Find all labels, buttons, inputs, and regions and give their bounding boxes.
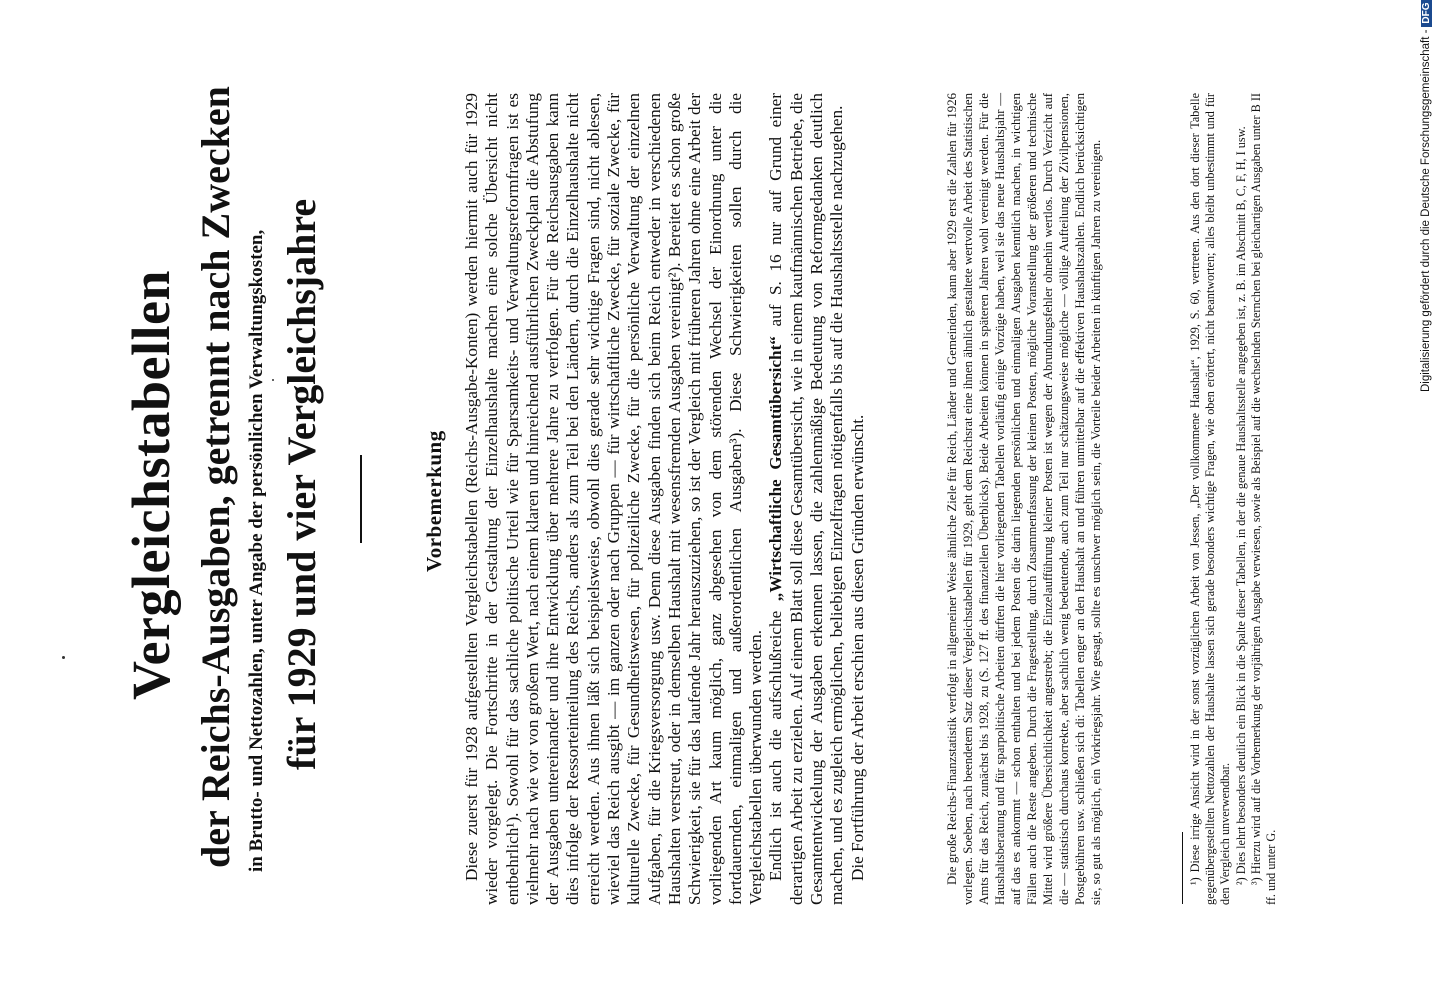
footnote-3: ³) Hierzu wird auf die Vorbemerkung der vorjährigen Ausgabe verwiesen, sowie als Beispiel auf die wechselnden Sternchen bei gleichartigen Ausgaben unter B II ff. und unter G. bbox=[1248, 93, 1279, 905]
preface-body bbox=[462, 93, 868, 905]
scan-speck bbox=[272, 379, 274, 381]
footnote-2: ²) Dies lehrt besonders deutlich ein Blick in die Spalte dieser Tabellen, in der die genaue Haushaltsstelle angegeben ist, z. B. im Abschnitt B, C, F, H, I usw. bbox=[1233, 126, 1248, 885]
preface-paragraph-3: Die Fortführung der Arbeit erschien aus diesen Gründen erwünscht. bbox=[847, 414, 867, 881]
document-byline: in Brutto- und Nettozahlen, unter Angabe der persönlichen Verwaltungskosten, bbox=[246, 229, 267, 872]
dfg-logo: DFG bbox=[1421, 0, 1432, 27]
digitization-credit bbox=[1420, 0, 1432, 392]
footnotes bbox=[1188, 93, 1279, 905]
document-years: für 1929 und vier Vergleichsjahre bbox=[279, 198, 324, 770]
preface-paragraph-2: Endlich ist auch die aufschlußreiche „Wirtschaftliche Gesamtübersicht“ auf S. 16 nur auf Grund einer derartigen Arbeit zu erzielen. Auf einem Blatt soll diese Gesamtübersicht, wie in einem kaufmännischen Betriebe, die Gesamtentwickelung der Ausgaben erkennen lassen, die zahlenmäßige Bedeutung von Reformgedanken deutlich machen, und es zugleich ermöglichen, beliebigen Einzelfragen nötigenfalls bis auf die Haushaltsstelle nachzugehen. bbox=[766, 93, 847, 905]
document-subtitle: der Reichs-Ausgaben, getrennt nach Zwecken bbox=[193, 86, 238, 868]
footnote-divider bbox=[1182, 832, 1183, 904]
preface-paragraph-1: Diese zuerst für 1928 aufgestellten Vergleichstabellen (Reichs-Ausgabe-Konten) werden hiermit auch für 1929 wieder vorgelegt. Die Fortschritte in der Gestaltung der Einzelhaushalte machen eine solche Übersicht nicht entbehrlich¹). Sowohl für das sachliche politische Urteil wie für Sparsamkeits- und Verwaltungsreformfragen ist es vielmehr nach wie vor von großem Wert, nach einem klaren und hinreichend ausführlichen Zweckplan die Abstufung der Ausgaben untereinander und ihre Entwicklung über mehrere Jahre zu verfolgen. Für die Reichsausgaben kann dies infolge der Ressorteinteilung des Reichs, anders als zum Teil bei den Ländern, durch die Einzelhaushalte nicht erreicht werden. Aus ihnen läßt sich beispielsweise, obwohl dies gerade sehr wichtige Fragen sind, nicht ablesen, wieviel das Reich ausgibt — im ganzen oder nach Gruppen — für wirtschaftliche Zwecke, für soziale Zwecke, für kulturelle Zwecke, für Gesundheitswesen, für polizeiliche Zwecke, für die persönliche Verwaltung der einzelnen Aufgaben, für die Kriegsversorgung usw. Denn diese Ausgaben finden sich beim Reich entweder in verschiedenen Haushalten verstreut, oder in demselben Haushalt mit wesensfremden Ausgaben vereinigt²). Bereitet es schon große Schwierigkeit, sie für das laufende Jahr herauszuziehen, so ist der Vergleich mit früheren Jahren ohne eine Arbeit der vorliegenden Art kaum möglich, ganz abgesehen von dem störenden Wechsel der Einordnung unter die fortdauernden, einmaligen und außerordentlichen Ausgaben³). Diese Schwierigkeiten sollen durch die Vergleichstabellen überwunden werden. bbox=[462, 93, 766, 905]
preface-paragraph-4: Die große Reichs-Finanzstatistik verfolgt in allgemeiner Weise ähnliche Ziele für Reich, Länder und Gemeinden, kann aber 1929 erst die Zahlen für 1926 vorlegen. Soeben, nach beendetem Satz dieser Vergleichstabellen für 1929, geht dem Reichsrat eine ihnen ähnlich gestaltete wertvolle Arbeit des Statistischen Amts für das Reich, zunächst bis 1928, zu (S. 127 ff. des finanziellen Überblicks). Beide Arbeiten können in späteren Jahren wohl vereinigt werden. Für die Haushaltsberatung und für sparpolitische Arbeiten dürften die hier vorliegenden Tabellen vorläufig einige Vorzüge haben, weil sie das neue Haushaltsjahr — auf das es ankommt — schon enthalten und bei jedem Posten die darin liegenden persönlichen und einmaligen Ausgaben kenntlich machen, in wichtigen Fällen auch die Reste angeben. Durch die Fragestellung, durch Zusammenfassung der kleinen Posten, mögliche Voranstellung der größeren und technische Mittel wird größere Übersichtlichkeit angestrebt; die Einzelaufführung kleiner Posten ist wegen der Abrundungsfehler ohnehin wertlos. Durch Verzicht auf die — statistisch durchaus korrekte, aber sachlich wenig bedeutende, auch zum Teil nur schätzungsweise mögliche — völlige Aufteilung der Zivilpensionen, Postgebühren usw. schließen sich di: Tabellen enger an den Haushalt an und führen unmittelbar auf die effektiven Haushaltszahlen. Endlich berücksichtigen sie, so gut als möglich, ein Vorkriegsjahr. Wie gesagt, sollte es unschwer möglich sein, die Vorteile beider Arbeiten in künftigen Jahren zu vereinigen. bbox=[945, 93, 1103, 905]
section-heading: Vorbemerkung bbox=[422, 430, 446, 572]
overview-reference: „Wirtschaftliche Gesamtübersicht“ bbox=[766, 336, 786, 602]
credit-text: Digitalisierung gefördert durch die Deutsche Forschungsgemeinschaft - bbox=[1420, 29, 1432, 392]
preface-smallprint bbox=[944, 93, 1104, 905]
footnote-1: ¹) Diese irrige Ansicht wird in der sonst vorzüglichen Arbeit von Jessen, „Der vollkommene Haushalt“, 1929, S. 60, vertreten. Aus den dort dieser Tabelle gegenübergestellten Nettozahlen der Haushalte lassen sich gerade besonders wichtige Fragen, wie oben erörtert, nicht beantworten; alles bleibt unbestimmt und für den Vergleich unverwendbar. bbox=[1188, 93, 1233, 905]
document-title: Vergleichstabellen bbox=[121, 270, 181, 700]
scan-speck bbox=[62, 656, 65, 659]
title-divider bbox=[360, 455, 362, 543]
